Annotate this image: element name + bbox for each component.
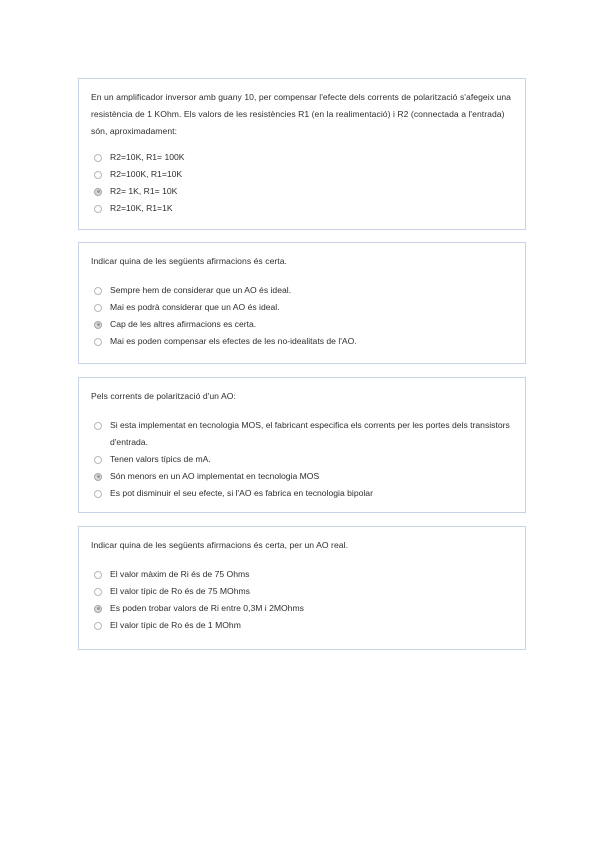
answer-label: Són menors en un AO implementat en tecnologia MOS (110, 471, 320, 481)
answer-option[interactable] (91, 166, 513, 183)
answer-label: R2=100K, R1=10K (110, 169, 183, 179)
radio-button[interactable] (94, 571, 102, 579)
radio-button[interactable] (94, 490, 102, 498)
answer-label: Sempre hem de considerar que un AO és ideal. (110, 285, 292, 295)
radio-button[interactable] (94, 154, 102, 162)
question-card-1 (78, 78, 526, 230)
radio-button[interactable] (94, 422, 102, 430)
radio-button[interactable] (94, 171, 102, 179)
radio-button[interactable] (94, 588, 102, 596)
answer-option-selected[interactable] (91, 468, 513, 485)
answer-label: R2= 1K, R1= 10K (110, 186, 178, 196)
answer-label: El valor màxim de Ri és de 75 Ohms (110, 569, 250, 579)
answer-label: Mai es podrà considerar que un AO és ideal. (110, 302, 280, 312)
answer-label: Mai es poden compensar els efectes de les no-idealitats de l'AO. (110, 336, 357, 346)
answer-option[interactable] (91, 299, 513, 316)
answer-label: R2=10K, R1= 100K (110, 152, 185, 162)
answer-options (91, 566, 513, 634)
answer-label: R2=10K, R1=1K (110, 203, 173, 213)
answer-label: Es pot disminuir el seu efecte, si l'AO es fabrica en tecnologia bipolar (110, 488, 373, 498)
answer-option[interactable] (91, 451, 513, 468)
answer-label: Si esta implementat en tecnologia MOS, el fabricant especifica els corrents per les portes dels transistors d'entrada. (110, 420, 510, 447)
question-card-4 (78, 526, 526, 650)
answer-option-selected[interactable] (91, 183, 513, 200)
radio-button[interactable] (94, 338, 102, 346)
answer-option[interactable] (91, 485, 513, 502)
answer-option-selected[interactable] (91, 316, 513, 333)
radio-button-selected[interactable] (94, 473, 102, 481)
answer-option[interactable] (91, 200, 513, 217)
answer-option[interactable] (91, 333, 513, 350)
radio-button-selected[interactable] (94, 321, 102, 329)
answer-option-selected[interactable] (91, 600, 513, 617)
answer-options (91, 149, 513, 217)
answer-option[interactable] (91, 617, 513, 634)
question-text: Pels corrents de polarització d'un AO: (91, 391, 236, 401)
answer-options (91, 282, 513, 350)
answer-label: El valor típic de Ro és de 75 MOhms (110, 586, 250, 596)
answer-options (91, 417, 513, 502)
answer-label: Tenen valors típics de mA. (110, 454, 211, 464)
answer-option[interactable] (91, 417, 513, 451)
question-text: En un amplificador inversor amb guany 10, per compensar l'efecte dels corrents de polarització s'afegeix una resistència de 1 KOhm. Els valors de les resistències R1 (en la realimentació) i R2 (connectada a l'entrada) són, aproximadament: (91, 92, 511, 136)
question-text: Indicar quina de les següents afirmacions és certa, per un AO real. (91, 540, 349, 550)
radio-button[interactable] (94, 456, 102, 464)
answer-option[interactable] (91, 149, 513, 166)
question-text: Indicar quina de les següents afirmacions és certa. (91, 256, 288, 266)
radio-button[interactable] (94, 622, 102, 630)
answer-option[interactable] (91, 282, 513, 299)
answer-option[interactable] (91, 583, 513, 600)
radio-button[interactable] (94, 304, 102, 312)
radio-button-selected[interactable] (94, 605, 102, 613)
answer-label: Cap de les altres afirmacions es certa. (110, 319, 257, 329)
answer-option[interactable] (91, 566, 513, 583)
radio-button[interactable] (94, 205, 102, 213)
question-card-3 (78, 377, 526, 513)
question-card-2 (78, 242, 526, 364)
answer-label: El valor típic de Ro és de 1 MOhm (110, 620, 241, 630)
answer-label: Es poden trobar valors de Ri entre 0,3M i 2MOhms (110, 603, 304, 613)
radio-button[interactable] (94, 287, 102, 295)
radio-button-selected[interactable] (94, 188, 102, 196)
